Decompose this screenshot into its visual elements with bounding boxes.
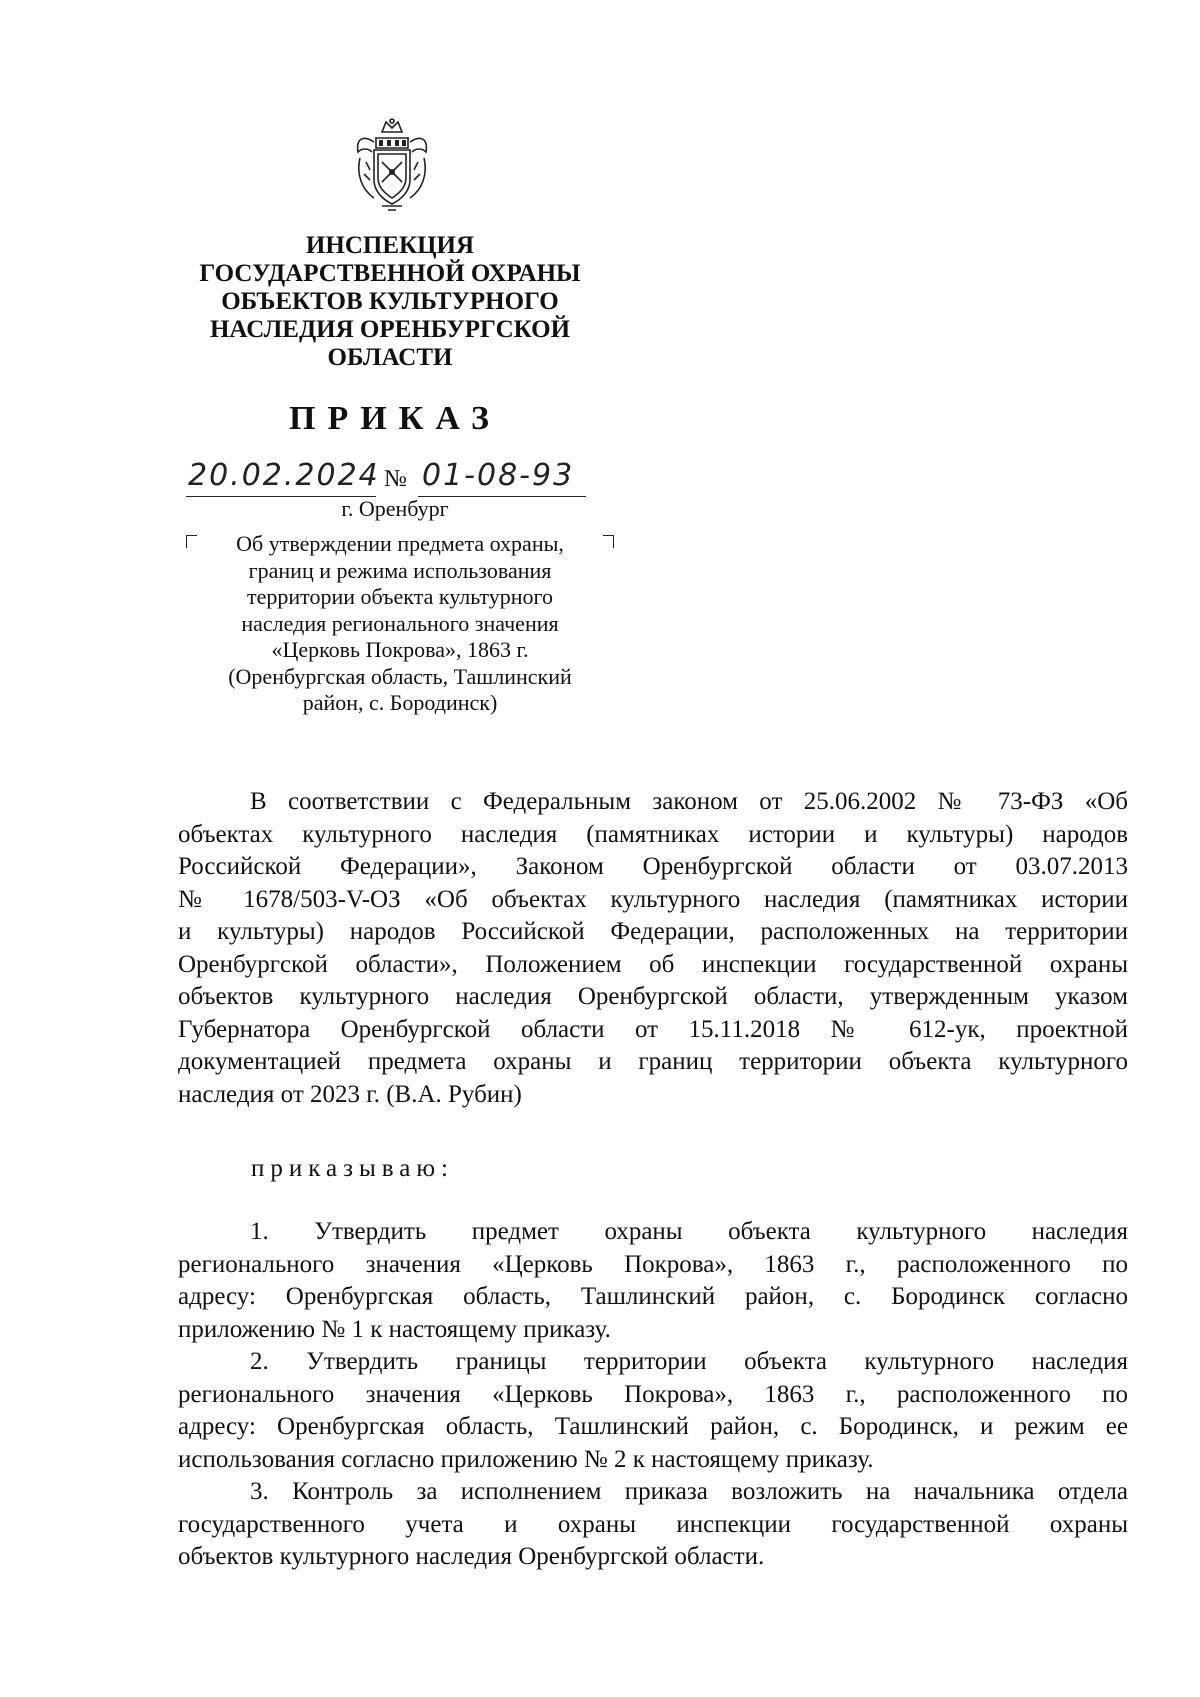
document-number: 01-08-93 — [422, 458, 575, 493]
subject-line: территории объекта культурного — [246, 584, 553, 609]
org-line: НАСЛЕДИЯ ОРЕНБУРГСКОЙ — [209, 316, 571, 343]
org-line: ОБЪЕКТОВ КУЛЬТУРНОГО — [221, 288, 559, 315]
city: г. Оренбург — [341, 496, 449, 521]
preamble-line: Губернатора Оренбургской области от 15.11.2018 № 612-ук, проектной — [178, 1015, 1128, 1043]
subject-block — [190, 531, 610, 741]
document-title: ПРИКАЗ — [289, 400, 501, 437]
date-number-line — [186, 458, 606, 498]
item-line: 3. Контроль за исполнением приказа возложить на начальника отдела — [250, 1478, 1128, 1505]
order-word: приказываю: — [251, 1155, 454, 1182]
preamble-line: В соответствии с Федеральным законом от 25.06.2002 № 73-ФЗ «Об — [250, 788, 1128, 815]
preamble-line: Российской Федерации», Законом Оренбургской области от 03.07.2013 — [178, 853, 1128, 880]
organization-name — [170, 232, 610, 372]
item-line: адресу: Оренбургская область, Ташлинский район, с. Бородинск согласно — [178, 1283, 1128, 1310]
subject-line: границ и режима использования — [248, 557, 552, 583]
subject-line: наследия регионального значения — [241, 610, 559, 636]
preamble-line: и культуры) народов Российской Федерации, расположенных на территории — [178, 918, 1128, 945]
item-line: 2. Утвердить границы территории объекта культурного наследия — [250, 1348, 1128, 1375]
org-line: ГОСУДАРСТВЕННОЙ ОХРАНЫ — [199, 260, 581, 287]
order-items — [178, 1216, 1128, 1574]
order-item — [178, 1346, 1128, 1476]
preamble-line: Оренбургской области», Положением об инспекции государственной охраны — [178, 950, 1128, 978]
subject-line: (Оренбургская область, Ташлинский — [228, 663, 572, 689]
org-line: ОБЛАСТИ — [327, 344, 453, 371]
preamble-line: № 1678/503-V-ОЗ «Об объектах культурного наследия (памятниках истории — [178, 885, 1128, 913]
subject-line: «Церковь Покрова», 1863 г. — [271, 637, 529, 662]
number-sign: № — [384, 466, 407, 492]
item-line: государственного учета и охраны инспекции государственной охраны — [178, 1510, 1128, 1538]
order-item — [178, 1216, 1128, 1346]
coat-of-arms-icon — [352, 118, 432, 214]
preamble-line: документацией предмета охраны и границ территории объекта культурного — [178, 1048, 1128, 1075]
document-date: 20.02.2024 — [188, 458, 380, 493]
preamble-line: объектов культурного наследия Оренбургской области, утвержденным указом — [178, 983, 1128, 1010]
item-line: регионального значения «Церковь Покрова», 1863 г., расположенного по — [178, 1250, 1128, 1278]
item-line: 1. Утвердить предмет охраны объекта культурного наследия — [250, 1218, 1128, 1245]
preamble-line: объектах культурного наследия (памятниках истории и культуры) народов — [178, 820, 1128, 848]
corner-bracket-right — [603, 535, 614, 548]
subject-line: Об утверждении предмета охраны, — [236, 531, 564, 556]
item-line: приложению № 1 к настоящему приказу. — [178, 1315, 611, 1343]
item-line: использования согласно приложению № 2 к настоящему приказу. — [178, 1445, 874, 1473]
subject-line: район, с. Бородинск) — [302, 690, 498, 715]
org-line: ИНСПЕКЦИЯ — [305, 232, 475, 259]
item-line: регионального значения «Церковь Покрова», 1863 г., расположенного по — [178, 1380, 1128, 1408]
item-line: адресу: Оренбургская область, Ташлинский район, с. Бородинск, и режим ее — [178, 1413, 1128, 1440]
corner-bracket-left — [186, 535, 197, 548]
preamble-line: наследия от 2023 г. (В.А. Рубин) — [178, 1080, 522, 1108]
item-line: объектов культурного наследия Оренбургской области. — [178, 1543, 765, 1570]
preamble-paragraph — [178, 786, 1128, 1111]
order-item — [178, 1476, 1128, 1574]
